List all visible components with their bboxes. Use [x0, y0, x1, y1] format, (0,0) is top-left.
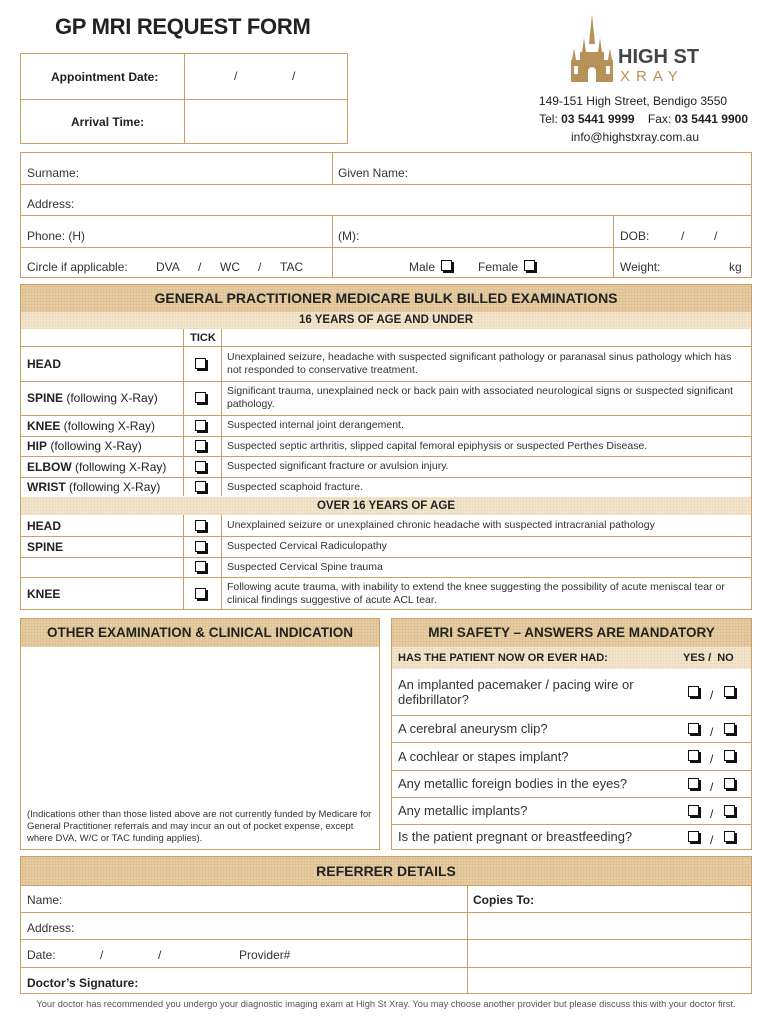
- safety-question-row: [392, 824, 751, 849]
- dob-label: DOB:: [620, 229, 650, 243]
- phone-mobile-field[interactable]: (M):: [338, 229, 360, 243]
- exam-indication-text: Unexplained seizure or unexplained chronic headache with suspected intracranial pathology: [227, 519, 655, 531]
- referrer-address-field[interactable]: Address:: [27, 921, 75, 935]
- option-separator: /: [198, 260, 202, 274]
- male-label: Male: [409, 260, 436, 274]
- yes-checkbox[interactable]: [688, 723, 699, 734]
- yes-no-separator: /: [710, 807, 714, 821]
- exam-indication-text: Suspected Cervical Spine trauma: [227, 560, 383, 573]
- tel-label: Tel:: [539, 112, 558, 126]
- exam-row: [21, 515, 751, 536]
- exam-tick-checkbox[interactable]: [195, 392, 206, 403]
- exam-indication-text: Significant trauma, unexplained neck or back pain with associated neurological signs or suspected significant pathology.: [227, 385, 734, 410]
- page-title: GP MRI REQUEST FORM: [55, 14, 311, 39]
- exam-tick-checkbox[interactable]: [195, 520, 206, 531]
- female-label: Female: [478, 260, 519, 274]
- exam-region-note: (following X-Ray): [60, 418, 156, 433]
- exam-row: [21, 346, 751, 381]
- clinic-address: 149-151 High Street, Bendigo 3550: [538, 94, 728, 108]
- exam-region-name: KNEE: [27, 587, 61, 601]
- exam-region-label: [27, 515, 61, 536]
- yes-checkbox[interactable]: [688, 805, 699, 816]
- yes-checkbox[interactable]: [688, 831, 699, 842]
- no-checkbox[interactable]: [724, 686, 735, 697]
- weight-unit: kg: [729, 260, 742, 274]
- exam-indication-text: Suspected internal joint derangement.: [227, 419, 404, 431]
- yes-no-separator: /: [710, 780, 714, 794]
- exam-region-note: (following X-Ray): [63, 391, 158, 405]
- appointment-date-field[interactable]: [185, 54, 347, 99]
- exam-region-name: ELBOW: [27, 459, 72, 474]
- exam-region-note: (following X-Ray): [71, 459, 167, 474]
- exam-row: [21, 577, 751, 610]
- arrival-time-label: Arrival Time:: [71, 115, 145, 129]
- yes-no-separator: /: [710, 752, 714, 766]
- exam-row: [21, 557, 751, 577]
- yes-checkbox[interactable]: [688, 750, 699, 761]
- referrer-box: [20, 856, 752, 994]
- mri-safety-title: MRI SAFETY – ANSWERS ARE MANDATORY: [392, 619, 751, 647]
- safety-question-text: An implanted pacemaker / pacing wire or defibrillator?: [398, 677, 634, 707]
- yes-no-label: YES / NO: [683, 652, 734, 664]
- yes-checkbox[interactable]: [688, 778, 699, 789]
- other-exam-title: OTHER EXAMINATION & CLINICAL INDICATION: [21, 619, 379, 647]
- exam-tick-checkbox[interactable]: [195, 440, 206, 451]
- tac-option[interactable]: TAC: [280, 260, 304, 274]
- surname-field[interactable]: Surname:: [27, 166, 80, 180]
- appointment-box: [20, 53, 348, 144]
- tel-number: 03 5441 9999: [561, 112, 635, 126]
- exam-region-label: [27, 381, 158, 415]
- yes-no-separator: /: [710, 725, 714, 739]
- exam-region-label: [27, 536, 63, 557]
- exam-indication-text: Suspected septic arthritis, slipped capital femoral epiphysis or suspected Perthes Disease.: [227, 439, 648, 452]
- exam-region-label: [27, 415, 155, 436]
- exam-region-name: SPINE: [27, 539, 64, 554]
- referrer-title: REFERRER DETAILS: [21, 857, 751, 885]
- date-separator: /: [158, 948, 162, 962]
- date-separator: /: [100, 948, 104, 962]
- appointment-date-label: Appointment Date:: [51, 70, 159, 84]
- over16-header: OVER 16 YEARS OF AGE: [21, 497, 751, 515]
- exam-row: [21, 536, 751, 557]
- exam-tick-checkbox[interactable]: [195, 541, 206, 552]
- safety-question-text: Any metallic implants?: [398, 803, 528, 818]
- exam-tick-checkbox[interactable]: [195, 481, 206, 492]
- exam-region-note: (following X-Ray): [47, 439, 142, 453]
- yes-no-separator: /: [710, 833, 714, 847]
- no-checkbox[interactable]: [724, 805, 735, 816]
- no-checkbox[interactable]: [724, 831, 735, 842]
- exam-region-label: [27, 577, 60, 610]
- doctor-signature-field[interactable]: Doctor’s Signature:: [27, 976, 139, 990]
- exam-region-label: [27, 456, 166, 477]
- dob-separator: /: [714, 229, 718, 243]
- tick-header: TICK: [190, 332, 216, 344]
- referrer-date-field[interactable]: Date:: [27, 948, 56, 962]
- patient-details-box: [20, 152, 752, 278]
- no-checkbox[interactable]: [724, 778, 735, 789]
- exam-indication-text: Suspected scaphoid fracture.: [227, 480, 363, 493]
- no-checkbox[interactable]: [724, 750, 735, 761]
- exam-row: [21, 477, 751, 497]
- safety-question-row: [392, 797, 751, 824]
- fax-label: Fax:: [647, 112, 672, 126]
- dva-option[interactable]: DVA: [156, 260, 180, 274]
- exam-region-name: HEAD: [27, 518, 62, 533]
- wc-option[interactable]: WC: [220, 260, 240, 274]
- yes-no-separator: /: [710, 688, 714, 702]
- exam-region-name: KNEE: [27, 418, 61, 433]
- clinical-indication-textarea[interactable]: [21, 647, 379, 807]
- safety-question-text: Is the patient pregnant or breastfeeding?: [398, 829, 633, 844]
- dob-separator: /: [681, 229, 685, 243]
- fax-number: 03 5441 9900: [674, 112, 748, 126]
- exam-row: [21, 456, 751, 477]
- yes-checkbox[interactable]: [688, 686, 699, 697]
- date-separator: /: [292, 69, 296, 83]
- contact-block: [490, 92, 750, 146]
- church-spire-icon: [568, 14, 616, 84]
- exam-region-name: SPINE: [27, 391, 64, 405]
- safety-question-row: [392, 715, 751, 742]
- exam-tick-checkbox[interactable]: [195, 358, 206, 369]
- exam-tick-checkbox[interactable]: [195, 420, 206, 431]
- under16-header: 16 YEARS OF AGE AND UNDER: [21, 312, 751, 329]
- safety-question-row: [392, 742, 751, 770]
- exam-region-name: HEAD: [27, 356, 62, 371]
- exam-region-name: HIP: [27, 439, 48, 453]
- given-name-field[interactable]: Given Name:: [338, 166, 409, 180]
- clinic-email: info@highstxray.com.au: [570, 130, 699, 144]
- logo-line2: XRAY: [620, 68, 684, 85]
- has-patient-had-label: HAS THE PATIENT NOW OR EVER HAD:: [398, 652, 608, 664]
- address-field[interactable]: Address:: [27, 197, 75, 211]
- circle-if-applicable-label: Circle if applicable:: [27, 260, 128, 274]
- safety-question-text: A cochlear or stapes implant?: [398, 748, 569, 764]
- arrival-time-field[interactable]: [185, 100, 347, 143]
- referrer-name-field[interactable]: Name:: [27, 893, 63, 907]
- safety-question-text: Any metallic foreign bodies in the eyes?: [398, 776, 628, 791]
- exam-region-label: [27, 436, 142, 456]
- no-checkbox[interactable]: [724, 723, 735, 734]
- female-checkbox[interactable]: [524, 260, 535, 271]
- safety-question-row: [392, 770, 751, 797]
- high-st-xray-logo: [568, 14, 718, 86]
- exam-tick-checkbox[interactable]: [195, 561, 206, 572]
- exam-region-name: WRIST: [27, 480, 66, 494]
- dob-field[interactable]: [620, 229, 718, 243]
- safety-subheader: [392, 647, 751, 669]
- exam-row: [21, 436, 751, 456]
- other-exam-box: [20, 618, 380, 850]
- copies-to-field[interactable]: Copies To:: [473, 893, 535, 907]
- safety-question-text: A cerebral aneurysm clip?: [398, 721, 548, 736]
- exam-row: [21, 381, 751, 415]
- logo-line1: HIGH ST: [618, 46, 700, 68]
- exam-row: [21, 415, 751, 436]
- male-checkbox[interactable]: [441, 260, 452, 271]
- exam-indication-text: Suspected Cervical Radiculopathy: [227, 540, 387, 552]
- funding-note: (Indications other than those listed above are not currently funded by Medicare for General Practitioner referrals and may incur an out of pocket expense, except where DVA, W/C or TAC funding applies).: [27, 809, 372, 844]
- mri-safety-box: [391, 618, 752, 850]
- option-separator: /: [258, 260, 262, 274]
- exam-tick-checkbox[interactable]: [195, 461, 206, 472]
- exam-region-note: (following X-Ray): [65, 480, 161, 494]
- footer-note: Your doctor has recommended you undergo your diagnostic imaging exam at High St Xray. You may choose another provider but please discuss this with your doctor first.: [36, 999, 736, 1009]
- date-separator: /: [234, 69, 238, 83]
- exam-tick-checkbox[interactable]: [195, 588, 206, 599]
- exams-box: [20, 284, 752, 610]
- exams-title: GENERAL PRACTITIONER MEDICARE BULK BILLED EXAMINATIONS: [21, 285, 751, 312]
- exam-region-label: [27, 346, 61, 381]
- provider-number-field[interactable]: Provider#: [239, 948, 291, 962]
- exam-region-label: [27, 477, 160, 497]
- exam-indication-text: Following acute trauma, with inability to extend the knee suggesting the possibility of acute meniscal tear or clinical findings suggestive of acute ACL tear.: [227, 581, 725, 606]
- safety-question-row: [392, 669, 751, 715]
- phone-home-field[interactable]: Phone: (H): [27, 229, 86, 243]
- exam-indication-text: Suspected significant fracture or avulsion injury.: [227, 460, 449, 472]
- weight-field[interactable]: Weight:: [620, 260, 661, 274]
- exam-indication-text: Unexplained seizure, headache with suspected significant pathology or paranasal sinus pathology which has not responded to conservative treatment.: [227, 350, 732, 376]
